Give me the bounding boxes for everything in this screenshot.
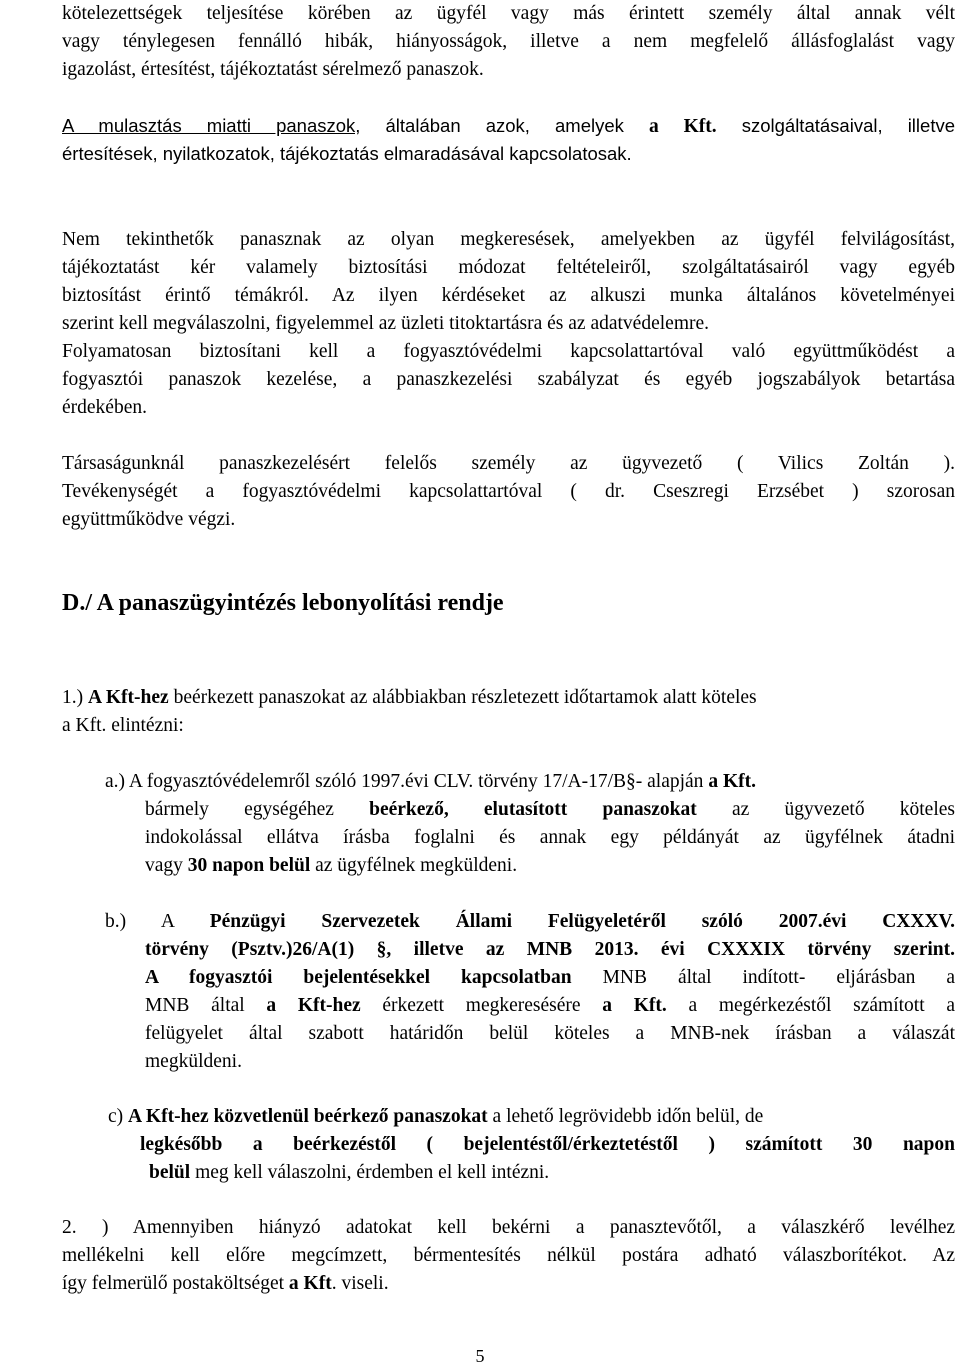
mulasztas-term: A mulasztás miatti panaszok, (62, 115, 361, 136)
para1-line2: vagy ténylegesen fennálló hibák, hiányosságok, illetve a nem megfelelő állásfoglalást vagy (62, 31, 955, 52)
itemC-line1: c) A Kft-hez közvetlenül beérkező panaszokat a lehető legrövidebb időn belül, de (108, 1106, 764, 1127)
item2-line3: így felmerülő postaköltséget a Kft. viseli. (62, 1273, 389, 1294)
item1-line2: a Kft. elintézni: (62, 715, 184, 736)
para4-line2: Tevékenységét a fogyasztóvédelmi kapcsolattartóval ( dr. Cseszregi Erzsébet ) szorosan (62, 481, 955, 502)
para3-line5: Folyamatosan biztosítani kell a fogyasztóvédelmi kapcsolattartóval való együttműködést a (62, 341, 955, 362)
itemB-line4: MNB által a Kft-hez érkezett megkeresésére a Kft. a megérkezéstől számított a (145, 995, 955, 1016)
item2-line2: mellékelni kell előre megcímzett, bérmentesítés nélkül postára adható válaszborítékot. Az (62, 1245, 955, 1266)
itemB-line1: b.) A Pénzügyi Szervezetek Állami Felügyeletéről szóló 2007.évi CXXXV. (105, 911, 955, 932)
para1-line1: kötelezettségek teljesítése körében az ügyfél vagy más érintett személy által annak vélt (62, 3, 955, 24)
para3-line7: érdekében. (62, 397, 147, 418)
itemB-line5: felügyelet által szabott határidőn belül köteles a MNB-nek írásban a válaszát (145, 1023, 955, 1044)
para2-line1: A mulasztás miatti panaszok, általában azok, amelyek a Kft. szolgáltatásaival, illetve (62, 115, 955, 137)
itemA-line2: bármely egységéhez beérkező, elutasított panaszokat az ügyvezető köteles (145, 799, 955, 820)
itemC-line3: belül meg kell válaszolni, érdemben el kell intézni. (149, 1162, 550, 1183)
para3-line1: Nem tekinthetők panasznak az olyan megkeresések, amelyekben az ügyfél felvilágosítást, (62, 229, 955, 250)
itemC-line2: legkésőbb a beérkezéstől ( bejelentéstől/érkeztetéstől ) számított 30 napon (140, 1134, 955, 1155)
itemB-line6: megküldeni. (145, 1051, 242, 1072)
para3-line2: tájékoztatást kér valamely biztosítási módozat feltételeiről, szolgáltatásairól vagy egyéb (62, 257, 955, 278)
para4-line1: Társaságunknál panaszkezelésért felelős személy az ügyvezető ( Vilics Zoltán ). (62, 453, 955, 474)
para4-line3: együttműködve végzi. (62, 509, 236, 530)
itemA-line4: vagy 30 napon belül az ügyfélnek megküldeni. (145, 855, 518, 876)
itemB-line3: A fogyasztói bejelentésekkel kapcsolatban MNB által indított- eljárásban a (145, 967, 955, 988)
item1-line1: 1.) A Kft-hez beérkezett panaszokat az alábbiakban részletezett időtartamok alatt köteles (62, 687, 757, 708)
para3-line3: biztosítást érintő témákról. Az ilyen kérdéseket az alkuszi munka általános követelményei (62, 285, 955, 306)
itemA-line3: indokolással ellátva írásba foglalni és annak egy példányát az ügyfélnek átadni (145, 827, 955, 848)
itemA-line1: a.) A fogyasztóvédelemről szóló 1997.évi CLV. törvény 17/A-17/B§- alapján a Kft. (105, 771, 756, 792)
para3-line4: szerint kell megválaszolni, figyelemmel az üzleti titoktartásra és az adatvédelemre. (62, 313, 710, 334)
item2-line1: 2. ) Amennyiben hiányzó adatokat kell bekérni a panasztevőtől, a válaszkérő levélhez (62, 1217, 955, 1238)
page-number: 5 (475, 1346, 485, 1366)
section-heading: D./ A panaszügyintézés lebonyolítási rendje (62, 590, 504, 616)
itemB-line2: törvény (Psztv.)26/A(1) §, illetve az MNB 2013. évi CXXXIX törvény szerint. (145, 939, 955, 960)
para1-line3: igazolást, értesítést, tájékoztatást sérelmező panaszok. (62, 59, 484, 80)
para2-line2: értesítések, nyilatkozatok, tájékoztatás elmaradásával kapcsolatosak. (62, 143, 632, 164)
para3-line6: fogyasztói panaszok kezelése, a panaszkezelési szabályzat és egyéb jogszabályok betartása (62, 369, 955, 390)
